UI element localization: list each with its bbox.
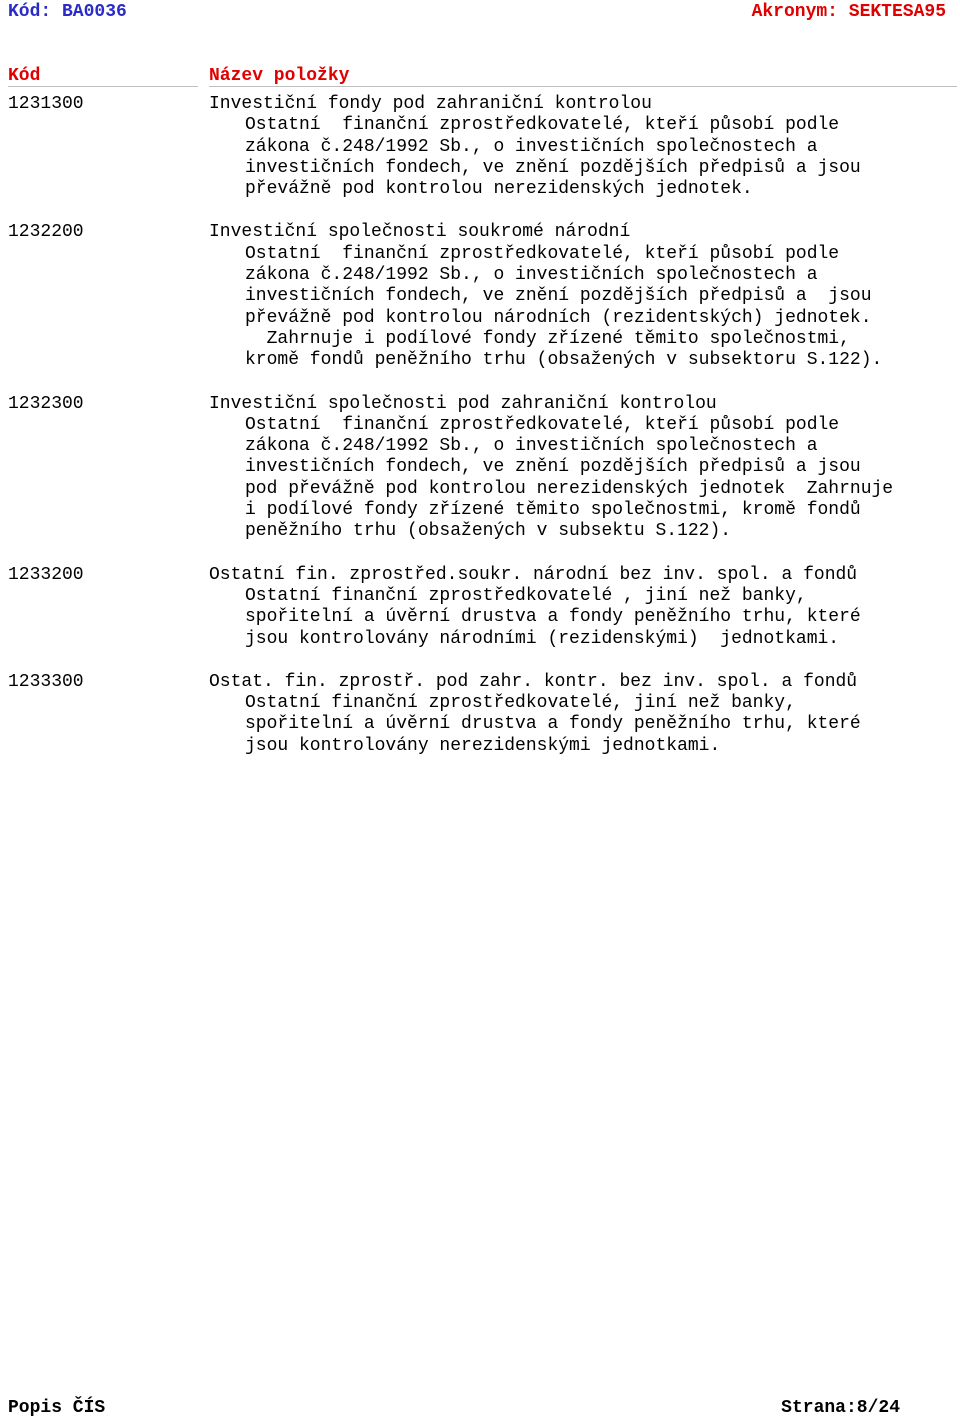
entry-title: Ostat. fin. zprostř. pod zahr. kontr. bez inv. spol. a fondů [209, 671, 858, 692]
page-number: Strana:8/24 [781, 1398, 900, 1418]
entry-code: 1231300 [8, 94, 84, 114]
entry-title: Investiční společnosti soukromé národní [209, 222, 631, 243]
entry-code: 1233200 [8, 564, 84, 585]
document-code: Kód: BA0036 [8, 2, 127, 22]
entry-code: 1232300 [8, 393, 84, 414]
footer-title: Popis ČÍS [8, 1398, 106, 1418]
list-item [0, 565, 960, 650]
entry-code: 1232200 [8, 222, 84, 243]
entry-title: Investiční fondy pod zahraniční kontrolou [209, 94, 652, 114]
column-divider-name [209, 86, 957, 87]
entry-description: Ostatní finanční zprostředkovatelé, kteří působí podle zákona č.248/1992 Sb., o investičních společnostech a investičních fondech, ve znění pozdějších předpisů a jsou převážně pod kontrolou nerezidenských jednotek. [245, 115, 861, 200]
entry-description: Ostatní finanční zprostředkovatelé, kteří působí podle zákona č.248/1992 Sb., o investičních společnostech a investičních fondech, ve znění pozdějších předpisů a jsou převážně pod kontrolou národních (rezidentských) jednotek. Zahrnuje i podílové fondy zřízené těmito společnostmi, kromě fondů peněžního trhu (obsažených v subsektoru S.122). [245, 243, 883, 371]
list-item [0, 222, 960, 371]
list-item [0, 672, 960, 757]
entry-code: 1233300 [8, 671, 84, 692]
entry-title: Investiční společnosti pod zahraniční kontrolou [209, 393, 717, 414]
column-divider-code [8, 86, 198, 87]
column-header-code: Kód [8, 66, 41, 86]
column-header-name: Název položky [209, 66, 350, 86]
list-item [0, 94, 960, 200]
entry-description: Ostatní finanční zprostředkovatelé, jiní než banky, spořitelní a úvěrní drustva a fondy peněžního trhu, které jsou kontrolovány nerezidenskými jednotkami. [245, 693, 861, 756]
entry-list [0, 94, 960, 779]
entry-title: Ostatní fin. zprostřed.soukr. národní bez inv. spol. a fondů [209, 564, 858, 585]
document-acronym: Akronym: SEKTESA95 [751, 2, 946, 22]
entry-description: Ostatní finanční zprostředkovatelé , jiní než banky, spořitelní a úvěrní drustva a fondy peněžního trhu, které jsou kontrolovány národními (rezidenskými) jednotkami. [245, 585, 861, 649]
entry-description: Ostatní finanční zprostředkovatelé, kteří působí podle zákona č.248/1992 Sb., o investičních společnostech a investičních fondech, ve znění pozdějších předpisů a jsou pod převážně pod kontrolou nerezidenských jednotek Zahrnuje i podílové fondy zřízené těmito společnostmi, kromě fondů peněžního trhu (obsažených v subsektu S.122). [245, 414, 894, 542]
list-item [0, 394, 960, 543]
